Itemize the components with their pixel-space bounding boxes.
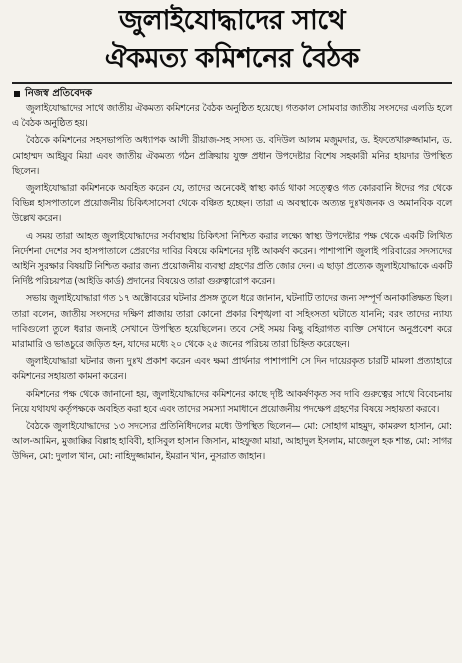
paragraph-7: কমিশনের পক্ষ থেকে জানানো হয়, জুলাইযোদ্ধাদের কমিশনের কাছে দৃষ্টি আকর্ষণকৃত সব দাবি গুরুত্বের সাথে বিবেচনায় নিয়ে যথাযথ কর্তৃপক্ষকে অবহিত করা হবে এবং তাদের সমস্যা সমাধানে প্রয়োজনীয় পদক্ষেপ গ্রহণের বিষয়ে সহায়তা করবে। bbox=[12, 388, 452, 415]
headline-line-2: ঐকমত্য কমিশনের বৈঠক bbox=[104, 43, 360, 74]
paragraph-4: এ সময় তারা আহত জুলাইযোদ্ধাদের সর্বাবস্থায় চিকিৎসা নিশ্চিত করার লক্ষ্যে স্বাস্থ্য উপদেষ্টার পক্ষ থেকে একটি লিখিত নির্দেশনা দেশের সব হাসপাতালে প্রেরণের দাবির বিষয়ে কমিশনের দৃষ্টি আকর্ষণ করেন। পাশাপাশি জুলাই পরিবারের সদস্যদের আইনি সুরক্ষার বিষয়টি নিশ্চিত করার জন্য প্রয়োজনীয় ব্যবস্থা গ্রহণের প্রতি জোর দেন। এ ছাড়া প্রত্যেক জুলাইযোদ্ধাকে একটি নির্দিষ্ট পরিচয়পত্র (আইডি কার্ড) প্রদানের বিষয়েও তারা গুরুত্বারোপ করেন। bbox=[12, 230, 452, 288]
paragraph-3: জুলাইযোদ্ধারা কমিশনকে অবহিত করেন যে, তাদের অনেকেই স্বাস্থ্য কার্ড থাকা সত্ত্বেও গত কোরবানি ঈদের পর থেকে বিভিন্ন হাসপাতালে প্রয়োজনীয় চিকিৎসাসেবা থেকে বঞ্চিত হচ্ছেন। তারা এ অবস্থাকে অত্যন্ত দুঃখজনক ও অমানবিক বলে উল্লেখ করেন। bbox=[12, 183, 452, 225]
byline bbox=[12, 87, 452, 100]
headline-divider bbox=[12, 82, 452, 84]
headline-line-1: জুলাইযোদ্ধাদের সাথে bbox=[118, 5, 346, 36]
article-body bbox=[12, 101, 452, 465]
paragraph-2: বৈঠকে কমিশনের সহসভাপতি অধ্যাপক আলী রীয়াজ-সহ সদস্য ড. বদিউল আলম মজুমদার, ড. ইফতেখারুজ্জামান, ড. মোহাম্মদ আইয়ুব মিয়া এবং জাতীয় ঐকমত্য গঠন প্রক্রিয়ায় যুক্ত প্রধান উপদেষ্টার বিশেষ সহকারী মনির হায়দার উপস্থিত ছিলেন। bbox=[12, 135, 452, 177]
paragraph-5: সভায় জুলাইযোদ্ধারা গত ১৭ অক্টোবরের ঘটনার প্রসঙ্গ তুলে ধরে জানান, ঘটনাটি তাদের জন্য সম্পূর্ণ অনাকাঙ্ক্ষিত ছিল। তারা বলেন, জাতীয় সংসদের দক্ষিণ প্লাজায় তারা কোনো প্রকার বিশৃঙ্খলা বা সহিংসতা ঘটাতে যাননি; বরং তাদের ন্যায্য দাবিগুলো তুলে ধরার জন্যই সেখানে উপস্থিত হয়েছিলেন। তবে সেই সময় কিছু বহিরাগত ব্যক্তি সেখানে অনুপ্রবেশ করে মারামারি ও ভাঙচুরে জড়িত হন, যাদের মধ্যে ২০ থেকে ২৫ জনের পরিচয় তারা চিহ্নিত করেছেন। bbox=[12, 293, 452, 351]
square-bullet-icon bbox=[14, 91, 20, 97]
paragraph-1: জুলাইযোদ্ধাদের সাথে জাতীয় ঐকমত্য কমিশনের বৈঠক অনুষ্ঠিত হয়েছে। গতকাল সোমবার জাতীয় সংসদের এলডি হলে এ বৈঠক অনুষ্ঠিত হয়। bbox=[12, 103, 452, 130]
byline-text: নিজস্ব প্রতিবেদক bbox=[25, 88, 93, 99]
paragraph-6: জুলাইযোদ্ধারা ঘটনার জন্য দুঃখ প্রকাশ করেন এবং ক্ষমা প্রার্থনার পাশাপাশি সে দিন দায়েরকৃত চারটি মামলা প্রত্যাহারে কমিশনের সহায়তা কামনা করেন। bbox=[12, 356, 452, 383]
paragraph-8: বৈঠকে জুলাইযোদ্ধাদের ১৩ সদস্যের প্রতিনিধিদলের মধ্যে উপস্থিত ছিলেন— মো: সোহাগ মাহমুদ, কামরুল হাসান, মো: আল-আমিন, মুজাক্কির বিল্লাহ হাবিবী, হাসিবুল হাসান জিসান, মাহফুজা মায়া, আহাদুল ইসলাম, মাজেদুল হক শান্ত, মো: সাগর উদ্দিন, মো: দুলাল খান, মো: নাহিদুজ্জামান, ইমরান খান, নুসরাত জাহান। bbox=[12, 421, 452, 463]
headline bbox=[12, 0, 452, 78]
